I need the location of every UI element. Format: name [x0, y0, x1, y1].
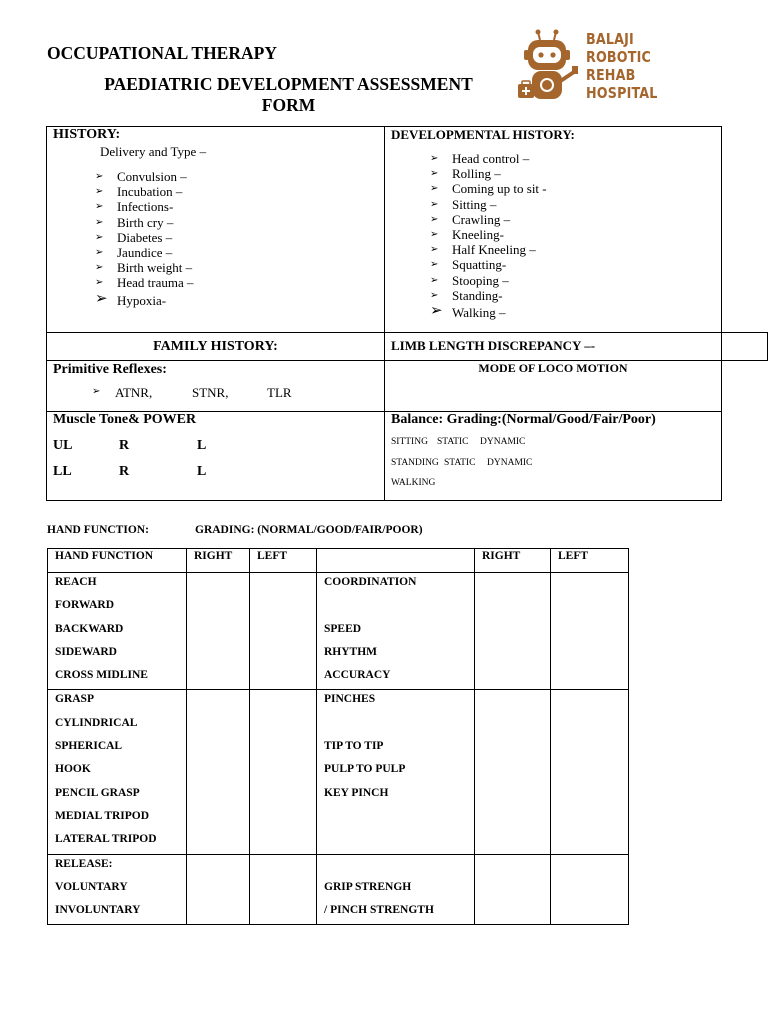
balance-section — [384, 411, 722, 501]
left-entry-cell[interactable] — [250, 690, 317, 854]
hospital-logo — [516, 28, 666, 106]
column-header: RIGHT — [187, 549, 250, 573]
history-heading: HISTORY: — [53, 127, 121, 142]
ll-left-label: L — [197, 464, 207, 479]
primitive-reflexes-heading: Primitive Reflexes: — [53, 362, 167, 377]
reach-group-cell: REACH FORWARD BACKWARD SIDEWARD CROSS MIDLINE — [48, 573, 187, 690]
balance-heading: Balance: Grading:(Normal/Good/Fair/Poor) — [391, 412, 656, 427]
left-entry-cell[interactable] — [250, 573, 317, 690]
hand-function-label: HAND FUNCTION: — [47, 524, 149, 536]
right-entry-cell[interactable] — [187, 573, 250, 690]
table-row — [48, 573, 629, 690]
balance-standing-dynamic: DYNAMIC — [487, 458, 533, 468]
list-item: ➢ Infections- — [95, 199, 174, 215]
right-entry-cell[interactable] — [475, 573, 551, 690]
list-item: ➢ Sitting – — [430, 196, 497, 212]
ul-left-label: L — [197, 438, 207, 453]
developmental-list — [430, 151, 547, 320]
list-item: ➢ Birth weight – — [95, 260, 193, 276]
column-header: LEFT — [250, 549, 317, 573]
history-list — [95, 169, 194, 308]
balance-sitting-dynamic: DYNAMIC — [480, 437, 526, 447]
reflex-atnr: ATNR, — [115, 385, 153, 400]
table-header-row — [48, 549, 629, 573]
list-item: ➢ Coming up to sit - — [430, 181, 547, 197]
balance-standing: STANDING — [391, 458, 439, 468]
list-item: ➢ Hypoxia- — [95, 290, 167, 308]
developmental-history-section — [384, 126, 722, 333]
hand-function-grading: GRADING: (NORMAL/GOOD/FAIR/POOR) — [195, 524, 423, 536]
right-entry-cell[interactable] — [475, 690, 551, 854]
grasp-group-cell: GRASP CYLINDRICAL SPHERICAL HOOK PENCIL GRASP MEDIAL TRIPOD LATERAL TRIPOD — [48, 690, 187, 854]
release-group-cell: RELEASE: VOLUNTARY INVOLUNTARY — [48, 854, 187, 925]
family-history-heading: FAMILY HISTORY: — [153, 339, 278, 354]
limb-length-section — [384, 332, 768, 361]
hospital-logo-text: BALAJI ROBOTIC REHAB HOSPITAL — [586, 30, 658, 102]
left-entry-cell[interactable] — [551, 854, 629, 925]
developmental-history-heading: DEVELOPMENTAL HISTORY: — [391, 127, 575, 142]
ll-label: LL — [53, 464, 72, 479]
form-title: PAEDIATRIC DEVELOPMENT ASSESSMENT FORM — [104, 74, 473, 115]
left-entry-cell[interactable] — [250, 854, 317, 925]
table-row — [48, 690, 629, 854]
column-header — [317, 549, 475, 573]
balance-sitting-static: STATIC — [437, 437, 469, 447]
limb-length-heading: LIMB LENGTH DISCREPANCY –- — [391, 338, 596, 353]
reflex-stnr: STNR, — [192, 385, 229, 400]
right-entry-cell[interactable] — [187, 854, 250, 925]
list-item: ➢ Incubation – — [95, 184, 183, 200]
list-item: ➢ Walking – — [430, 302, 506, 320]
ul-right-label: R — [119, 438, 130, 453]
list-item: ➢ Diabetes – — [95, 229, 173, 245]
muscle-tone-heading: Muscle Tone& POWER — [53, 412, 197, 427]
mode-of-locomotion-heading: MODE OF LOCO MOTION — [478, 361, 628, 375]
list-item: ➢ Squatting- — [430, 257, 507, 273]
limb-length-divider — [721, 332, 722, 361]
list-item: ➢ Head trauma – — [95, 275, 194, 291]
balance-standing-static: STATIC — [444, 458, 476, 468]
family-history-section — [46, 332, 385, 361]
hand-function-table — [47, 548, 629, 925]
table-row — [48, 854, 629, 925]
column-header: HAND FUNCTION — [48, 549, 187, 573]
list-item: ➢ Jaundice – — [95, 244, 173, 260]
list-item: ➢ Convulsion – — [95, 169, 187, 184]
robot-mascot-icon — [516, 28, 586, 106]
primitive-reflexes-section — [46, 360, 385, 412]
list-item: ➢ Kneeling- — [430, 226, 504, 242]
grip-strength-group-cell: GRIP STRENGH / PINCH STRENGTH — [317, 854, 475, 925]
right-entry-cell[interactable] — [475, 854, 551, 925]
balance-walking: WALKING — [391, 478, 436, 488]
list-item: ➢ Standing- — [430, 287, 503, 303]
reflex-tlr: TLR — [267, 385, 292, 400]
list-item: ➢ Stooping – — [430, 272, 509, 288]
ul-label: UL — [53, 438, 73, 453]
balance-sitting: SITTING — [391, 437, 428, 447]
list-item: ➢ Head control – — [430, 151, 530, 166]
pinches-group-cell: PINCHES TIP TO TIP PULP TO PULP KEY PINCH — [317, 690, 475, 854]
column-header: RIGHT — [475, 549, 551, 573]
list-item: ➢ Crawling – — [430, 211, 511, 227]
mode-of-locomotion-section — [384, 360, 722, 412]
history-section — [46, 126, 385, 333]
left-entry-cell[interactable] — [551, 573, 629, 690]
arrow-bullet-icon: ➢ — [92, 386, 101, 397]
delivery-type-field: Delivery and Type – — [100, 144, 207, 159]
list-item: ➢ Birth cry – — [95, 214, 174, 230]
coordination-group-cell: COORDINATION SPEED RHYTHM ACCURACY — [317, 573, 475, 690]
left-entry-cell[interactable] — [551, 690, 629, 854]
column-header: LEFT — [551, 549, 629, 573]
list-item: ➢ Half Kneeling – — [430, 242, 536, 258]
right-entry-cell[interactable] — [187, 690, 250, 854]
list-item: ➢ Rolling – — [430, 166, 501, 182]
ll-right-label: R — [119, 464, 130, 479]
form-department-title: OCCUPATIONAL THERAPY — [47, 43, 277, 63]
muscle-tone-section — [46, 411, 385, 501]
